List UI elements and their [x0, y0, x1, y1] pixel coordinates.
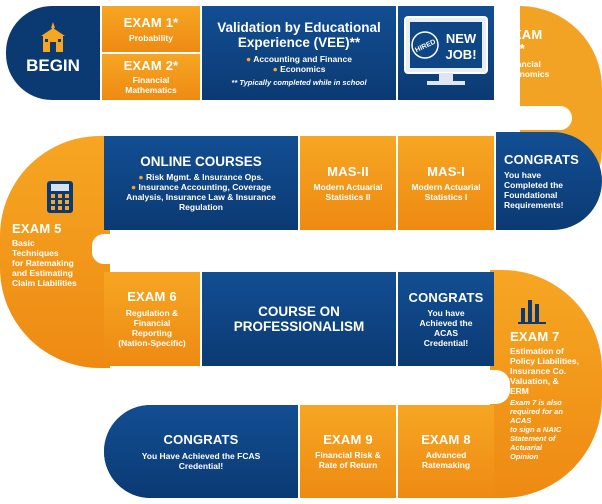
exam6-line1: Regulation & [125, 308, 179, 318]
exam7-note-line7: Opinion [510, 452, 539, 461]
congrats1-line4: Requirements! [504, 199, 564, 210]
bar-chart-icon [518, 294, 546, 324]
exam7-title: EXAM 7 [510, 329, 560, 344]
exam5-line5: Claim Liabilities [12, 278, 77, 288]
exam7-line5: ERM [510, 386, 529, 396]
online-bullet-2-line2: Analysis, Insurance Law & Insurance [126, 192, 276, 202]
exam8-title: EXAM 8 [421, 432, 471, 447]
exam7-line3: Insurance Co. [510, 366, 567, 376]
exam6-line2: Financial [133, 318, 171, 328]
congrats3-line1: You Have Achieved the FCAS [141, 450, 261, 461]
exam7-note-line6: Actuarial [510, 443, 543, 452]
exam2-tile [102, 54, 200, 100]
exam2-subtitle-line2: Mathematics [125, 85, 177, 95]
exam1-title: EXAM 1* [123, 14, 179, 30]
exam3f-title-line2: 3F* [504, 40, 525, 56]
congrats3-title: CONGRATS [163, 431, 239, 447]
mas1-line2: Statistics I [424, 191, 468, 202]
congrats2-tile [398, 272, 494, 366]
congrats2-line4: Credential! [423, 337, 469, 348]
exam9-line2: Rate of Return [318, 460, 378, 470]
congrats3-tile [104, 405, 298, 498]
congrats3-line2: Credential! [178, 460, 224, 471]
exam6-line3: Reporting [131, 328, 173, 338]
exam8-tile [398, 405, 494, 498]
schoolhouse-icon [33, 22, 73, 54]
congrats2-line1: You have [427, 307, 465, 318]
vee-tile: Validation by Educational Experience (VEE)** ● Accounting and Finance ● Economics ** Typically completed while in school [202, 6, 396, 100]
congrats2-line3: ACAS [433, 327, 459, 338]
exam7-note-line2: required for an [510, 407, 563, 416]
begin-label: BEGIN [26, 56, 80, 75]
exam7-note-line1: Exam 7 is also [510, 398, 562, 407]
exam5-line1: Basic [12, 238, 35, 248]
congrats2-title: CONGRATS [408, 289, 484, 305]
exam5-line4: and Estimating [12, 268, 73, 278]
newjob-line1: NEW [445, 31, 477, 46]
professionalism-line1: COURSE ON [258, 304, 340, 319]
calculator-icon [46, 180, 74, 214]
exam7-note-line3: ACAS [510, 416, 532, 425]
newjob-tile [398, 6, 494, 100]
begin-tile [6, 6, 100, 100]
exam2-subtitle-line1: Financial [132, 75, 170, 85]
online-title: ONLINE COURSES [140, 154, 262, 169]
congrats1-line3: Foundational [504, 189, 558, 200]
exam7-line4: Valuation, & [510, 376, 559, 386]
exam3f-title-line1: EXAM [504, 26, 543, 42]
exam3f-subtitle-line2: Economics [504, 68, 550, 79]
mas2-title: MAS-II [327, 163, 369, 179]
vee-bullet-1: Accounting and Finance [253, 53, 352, 64]
mas1-line1: Modern Actuarial [411, 181, 481, 192]
vee-bullet-2: Economics [280, 63, 326, 74]
exam1-subtitle: Probability [129, 32, 173, 43]
online-bullet-2-line3: Regulation [179, 202, 223, 212]
exam9-title: EXAM 9 [323, 432, 373, 447]
exam8-line2: Ratemaking [421, 460, 471, 470]
exam1-tile [102, 6, 200, 52]
exam7-line1: Estimation of [510, 346, 564, 356]
congrats1-line1: You have [504, 169, 542, 180]
mas2-line1: Modern Actuarial [313, 181, 383, 192]
vee-note: ** Typically completed while in school [231, 77, 367, 87]
congrats2-line2: Achieved the [419, 317, 473, 328]
exam9-line1: Financial Risk & [315, 450, 381, 460]
professionalism-line2: PROFESSIONALISM [233, 319, 365, 334]
path-curve-right-1-inner [520, 106, 572, 130]
online-bullet-1: Risk Mgmt. & Insurance Ops. [145, 172, 264, 182]
congrats1-tile [496, 132, 602, 230]
vee-title-line1: Validation by Educational [217, 19, 381, 35]
online-courses-tile: ONLINE COURSES ● Risk Mgmt. & Insurance Ops. ● Insurance Accounting, Coverage Analysis, Insurance Law & Insurance Regulation [104, 136, 298, 230]
mas1-tile [398, 136, 494, 230]
monitor-icon [403, 13, 489, 93]
exam6-line4: (Nation-Specific) [118, 338, 186, 348]
exam5-title: EXAM 5 [12, 221, 62, 236]
exam7-note-line4: to sign a NAIC [510, 425, 562, 434]
exam5-tile [4, 180, 100, 310]
online-bullet-2-line1: Insurance Accounting, Coverage [138, 182, 271, 192]
mas1-title: MAS-I [427, 163, 465, 179]
exam7-tile [504, 294, 600, 502]
exam9-tile [300, 405, 396, 498]
exam7-line2: Policy Liabilities, [510, 356, 579, 366]
congrats1-line2: Completed the [504, 179, 564, 190]
vee-title-line2: Experience (VEE)** [237, 34, 361, 50]
exam8-line1: Advanced [425, 450, 467, 460]
exam3f-subtitle-line1: Financial [504, 58, 541, 69]
congrats1-title: CONGRATS [504, 151, 580, 167]
exam3f-tile [496, 6, 580, 100]
exam5-line2: Techniques [12, 248, 59, 258]
exam5-line3: for Ratemaking [12, 258, 74, 268]
newjob-line2: JOB! [445, 47, 477, 62]
exam6-title: EXAM 6 [127, 289, 177, 304]
professionalism-tile [202, 272, 396, 366]
exam2-title: EXAM 2* [123, 58, 179, 73]
exam6-tile [104, 272, 200, 366]
mas2-tile [300, 136, 396, 230]
mas2-line2: Statistics II [325, 191, 371, 202]
hired-stamp: HIRED [414, 38, 437, 55]
exam7-note-line5: Statement of [510, 434, 556, 443]
